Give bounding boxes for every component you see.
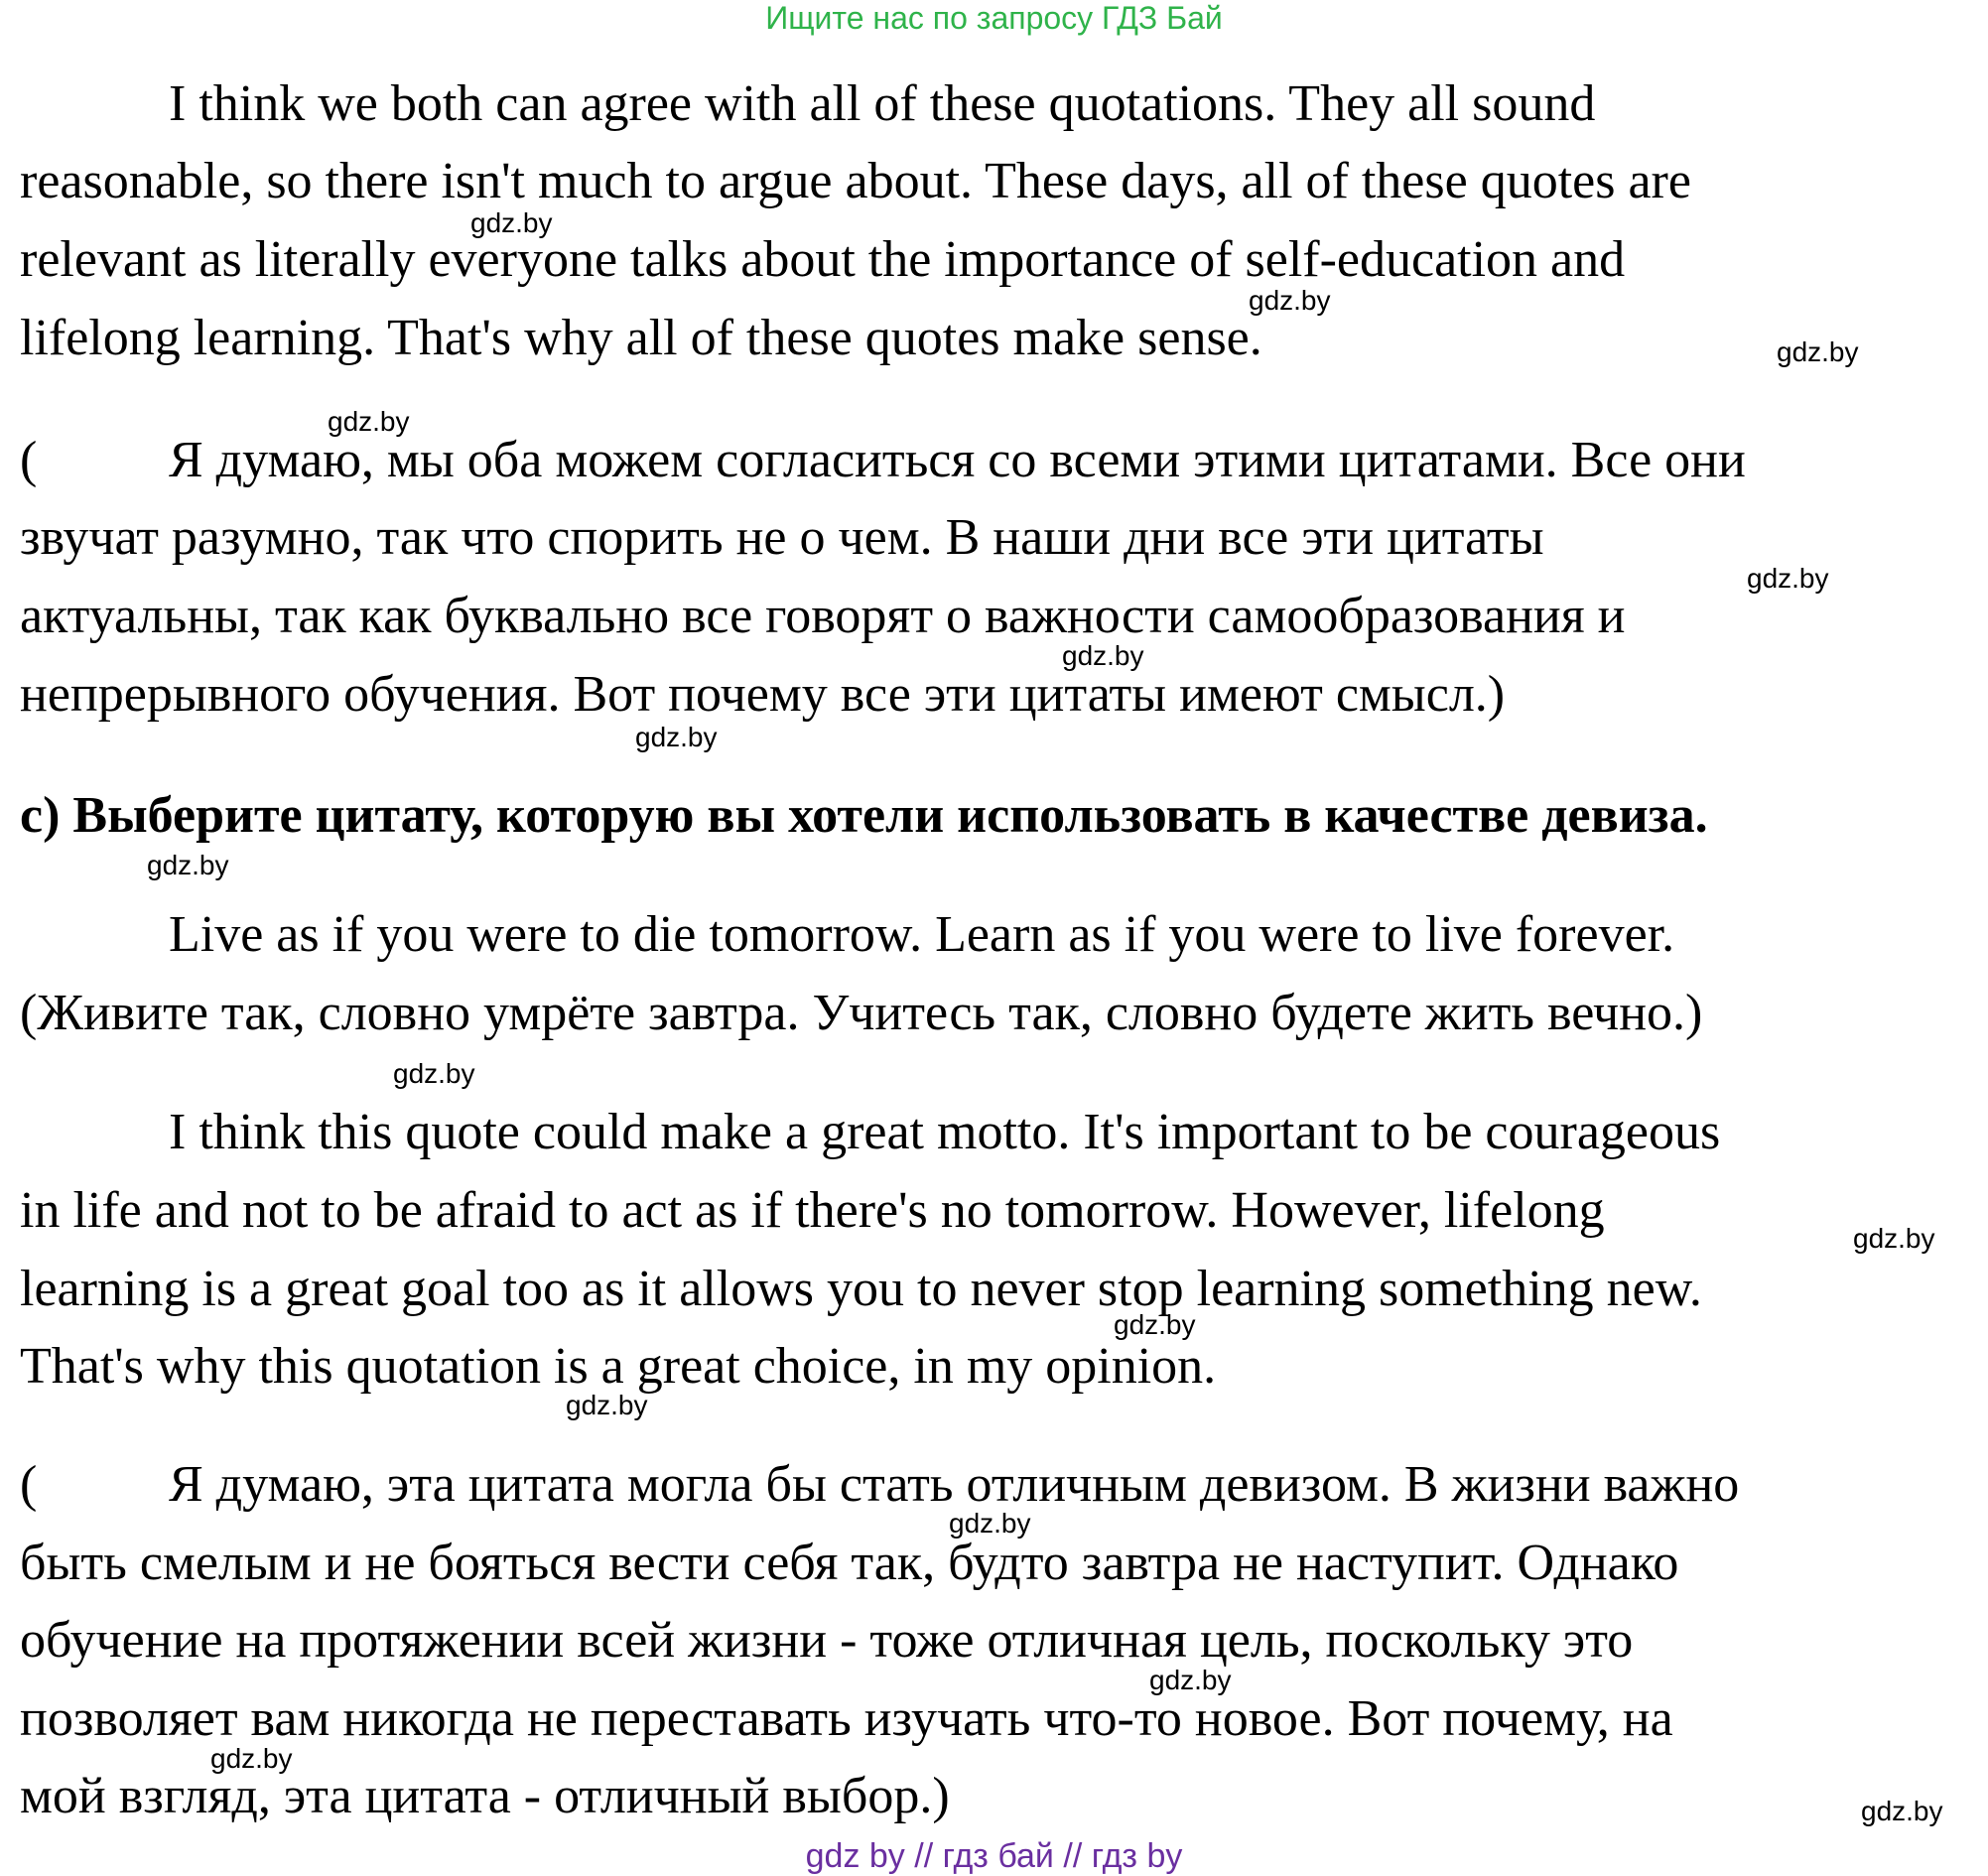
watermark-text: gdz.by: [470, 207, 553, 238]
paragraph-3-line-4: That's why this quotation is a great choice, in my opinion.: [20, 1338, 1217, 1395]
watermark-text: gdz.by: [1777, 336, 1859, 367]
paragraph-2-line-4: непрерывного обучения. Вот почему все эти цитаты имеют смысл.): [20, 666, 1506, 723]
watermark-text: gdz.by: [210, 1743, 293, 1774]
paragraph-2-open-paren: (: [20, 432, 38, 488]
watermark-text: gdz.by: [1747, 563, 1829, 594]
paragraph-3-line-1: I think this quote could make a great motto. It's important to be courageous: [169, 1104, 1721, 1160]
footer-banner: gdz by // гдз бай // гдз by: [805, 1837, 1183, 1875]
watermark-text: gdz.by: [1249, 285, 1331, 316]
paragraph-1-line-2: reasonable, so there isn't much to argue about. These days, all of these quotes are: [20, 153, 1691, 209]
watermark-text: gdz.by: [1861, 1796, 1943, 1826]
task-c-heading: c) Выберите цитату, которую вы хотели использовать в качестве девиза.: [20, 787, 1708, 844]
paragraph-4-line-2: быть смелым и не бояться вести себя так, будто завтра не наступит. Однако: [20, 1535, 1679, 1591]
watermark-text: gdz.by: [393, 1058, 475, 1089]
watermark-text: gdz.by: [1062, 640, 1144, 671]
paragraph-2-line-2: звучат разумно, так что спорить не о чем. В наши дни все эти цитаты: [20, 509, 1544, 566]
watermark-text: gdz.by: [635, 722, 718, 752]
quote-english: Live as if you were to die tomorrow. Learn as if you were to live forever.: [169, 906, 1675, 963]
watermark-text: gdz.by: [147, 850, 229, 880]
paragraph-3-line-2: in life and not to be afraid to act as if there's no tomorrow. However, lifelong: [20, 1182, 1605, 1239]
paragraph-1-line-3: relevant as literally everyone talks about the importance of self-education and: [20, 231, 1626, 288]
quote-russian: (Живите так, словно умрёте завтра. Учитесь так, словно будете жить вечно.): [20, 985, 1703, 1041]
watermark-text: gdz.by: [566, 1390, 648, 1420]
paragraph-3-line-3: learning is a great goal too as it allows you to never stop learning something new.: [20, 1261, 1702, 1317]
paragraph-4-line-5: мой взгляд, эта цитата - отличный выбор.): [20, 1768, 950, 1824]
paragraph-2-line-3: актуальны, так как буквально все говорят о важности самообразования и: [20, 588, 1626, 644]
paragraph-4-line-4: позволяет вам никогда не переставать изучать что-то новое. Вот почему, на: [20, 1690, 1673, 1747]
paragraph-4-line-1: Я думаю, эта цитата могла бы стать отличным девизом. В жизни важно: [169, 1456, 1740, 1513]
watermark-text: gdz.by: [1149, 1665, 1232, 1695]
watermark-text: gdz.by: [949, 1508, 1031, 1539]
paragraph-4-open-paren: (: [20, 1456, 38, 1513]
watermark-text: gdz.by: [1853, 1223, 1935, 1254]
header-banner: Ищите нас по запросу ГДЗ Бай: [765, 0, 1223, 36]
watermark-text: gdz.by: [328, 406, 410, 437]
paragraph-4-line-3: обучение на протяжении всей жизни - тоже отличная цель, поскольку это: [20, 1612, 1634, 1669]
paragraph-2-line-1: Я думаю, мы оба можем согласиться со всеми этими цитатами. Все они: [169, 432, 1746, 488]
watermark-text: gdz.by: [1114, 1309, 1196, 1340]
paragraph-1-line-1: I think we both can agree with all of these quotations. They all sound: [169, 75, 1596, 132]
paragraph-1-line-4: lifelong learning. That's why all of these quotes make sense.: [20, 310, 1262, 366]
